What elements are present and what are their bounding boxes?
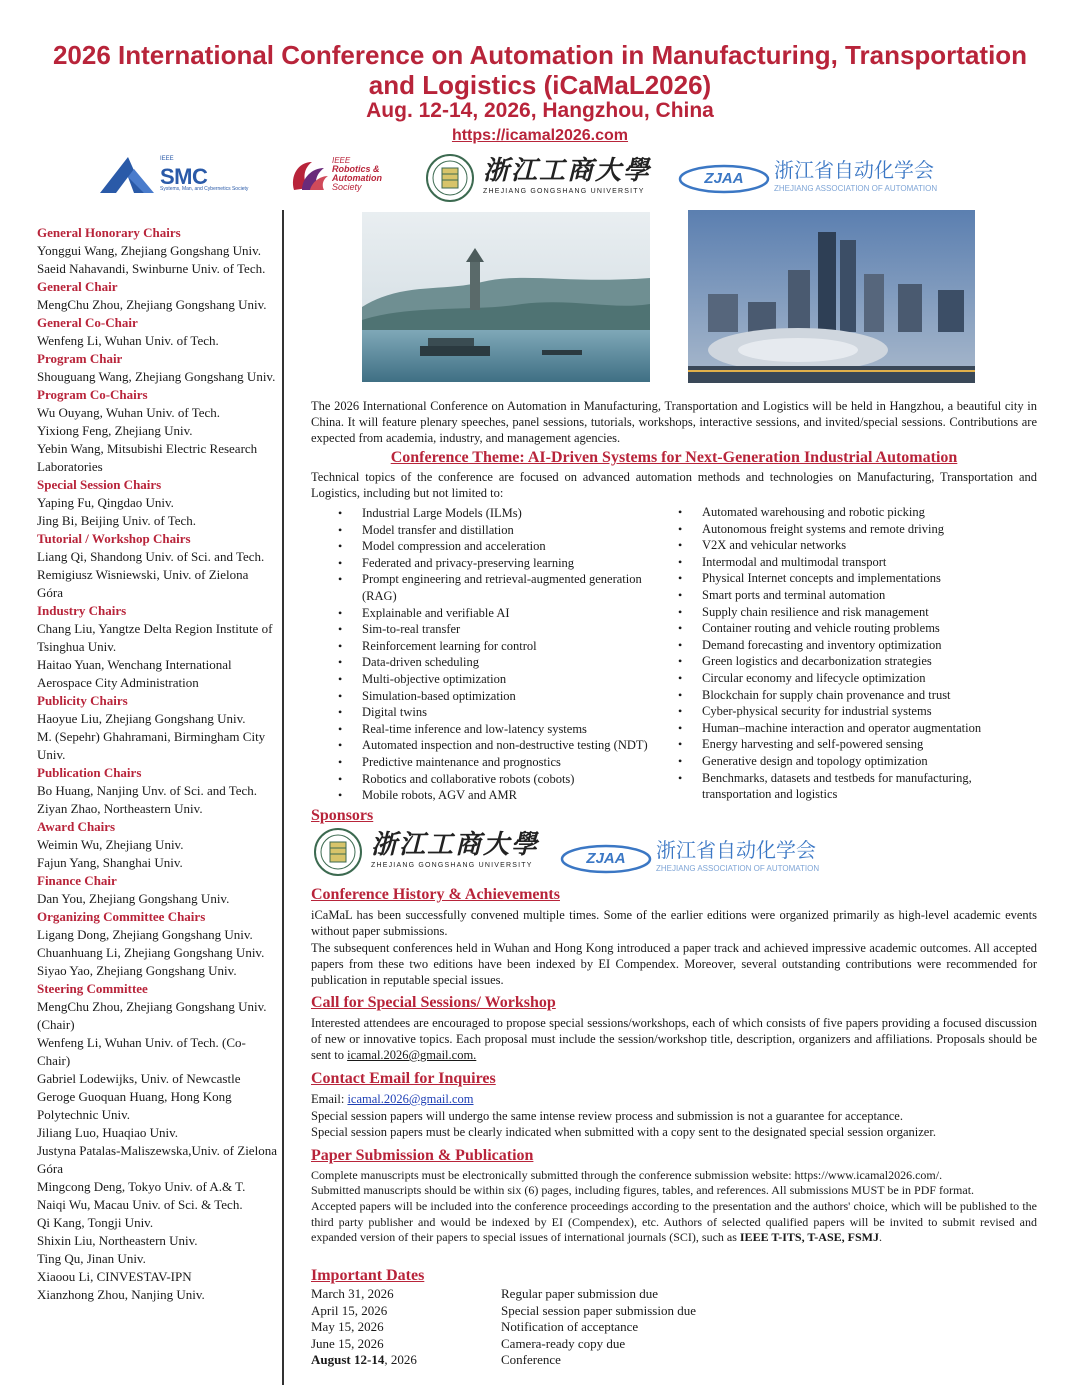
committee-role: Program Chair <box>37 351 123 366</box>
topics-list-right <box>664 504 1037 803</box>
ras-text: IEEE Robotics & Automation Society <box>332 156 382 192</box>
committee-member: Fajun Yang, Shanghai Univ. <box>37 855 183 870</box>
conference-url[interactable] <box>20 126 1060 146</box>
committee-member: Wenfeng Li, Wuhan Univ. of Tech. <box>37 333 219 348</box>
topic-item: • Benchmarks, datasets and testbeds for manufacturing, transportation and logistics <box>664 770 1037 803</box>
committee-member: Mingcong Deng, Tokyo Univ. of A.& T. <box>37 1179 246 1194</box>
organizing-committee <box>37 224 277 1304</box>
topic-item: • Cyber-physical security for industrial systems <box>664 703 1037 720</box>
topic-item: • Data-driven scheduling <box>324 654 664 671</box>
paper-paragraph-3: Accepted papers will be included into the conference proceedings according to the presentation and the authors' choice, which will be published to the third party publisher and would be indexed by EI (Compendex), etc. Authors of selected qualified papers will be invited to submit revised and expanded version of their papers to special issues of international journals (SCI), such as IEEE T-ITS, T-ASE, FSMJ. <box>311 1199 1037 1244</box>
committee-role: General Co-Chair <box>37 315 138 330</box>
topic-item: • Green logistics and decarbonization strategies <box>664 653 1037 670</box>
zjgsu-logo <box>425 154 650 200</box>
paper-submission-heading: Paper Submission & Publication <box>311 1147 534 1164</box>
topic-item: • Explainable and verifiable AI <box>324 605 664 622</box>
committee-member: Wenfeng Li, Wuhan Univ. of Tech. (Co-Chair) <box>37 1035 246 1068</box>
date-row <box>311 1319 911 1336</box>
date-value-rest: , 2026 <box>384 1352 417 1367</box>
call-for-sessions-heading: Call for Special Sessions/ Workshop <box>311 994 556 1011</box>
history-paragraph-2: The subsequent conferences held in Wuhan and Hong Kong introduced a paper track and achieved impressive academic outcomes. All accepted papers from these two editions have been indexed by EI Compendex. Moreover, several outstanding contributions were recommended for publication in reputable special issues. <box>311 941 1037 987</box>
topic-item: • Intermodal and multimodal transport <box>664 554 1037 571</box>
paper-paragraph-2: Submitted manuscripts should be within six (6) pages, including figures, tables, and references. All submissions MUST be in PDF format. <box>311 1183 975 1197</box>
topic-item: • Federated and privacy-preserving learning <box>324 555 664 572</box>
topic-item: • Automated warehousing and robotic picking <box>664 504 1037 521</box>
committee-member: Gabriel Lodewijks, Univ. of Newcastle <box>37 1071 241 1086</box>
committee-role: Publication Chairs <box>37 765 142 780</box>
committee-member: Haoyue Liu, Zhejiang Gongshang Univ. <box>37 711 246 726</box>
committee-member: Saeid Nahavandi, Swinburne Univ. of Tech. <box>37 261 266 276</box>
topic-item: • Supply chain resilience and risk management <box>664 604 1037 621</box>
committee-member: Jing Bi, Beijing Univ. of Tech. <box>37 513 197 528</box>
zjaa-logo <box>678 158 948 198</box>
committee-member: M. (Sepehr) Ghahramani, Birmingham City Univ. <box>37 729 266 762</box>
committee-role: Organizing Committee Chairs <box>37 909 206 924</box>
committee-member: Shouguang Wang, Zhejiang Gongshang Univ. <box>37 369 276 384</box>
committee-member: Siyao Yao, Zhejiang Gongshang Univ. <box>37 963 237 978</box>
date-event: Camera-ready copy due <box>501 1335 626 1351</box>
conference-title-line1: 2026 International Conference on Automation in Manufacturing, Transportation <box>52 40 1028 70</box>
important-dates-table <box>311 1286 911 1369</box>
committee-role: General Honorary Chairs <box>37 225 181 240</box>
committee-role: Special Session Chairs <box>37 477 162 492</box>
topic-item: • Smart ports and terminal automation <box>664 587 1037 604</box>
committee-member: Yixiong Feng, Zhejiang Univ. <box>37 423 193 438</box>
topic-item: • Reinforcement learning for control <box>324 638 664 655</box>
smc-triangle-icon <box>98 155 156 195</box>
hangzhou-skyline-illustration <box>688 210 975 383</box>
university-seal-icon <box>313 828 363 876</box>
conference-date-place: Aug. 12-14, 2026, Hangzhou, China <box>366 99 714 122</box>
date-value: March 31, 2026 <box>311 1286 394 1301</box>
committee-member: Xiaoou Li, CINVESTAV-IPN <box>37 1269 192 1284</box>
topic-item: • Prompt engineering and retrieval-augmented generation (RAG) <box>324 571 664 604</box>
committee-member: Liang Qi, Shandong Univ. of Sci. and Tech. <box>37 549 265 564</box>
zjgsu-chinese-name: 浙江工商大學 <box>483 156 652 186</box>
topic-item: • Model compression and acceleration <box>324 538 664 555</box>
hangzhou-skyline-photo <box>688 210 975 383</box>
west-lake-illustration <box>362 212 650 382</box>
topic-item: • Generative design and topology optimization <box>664 753 1037 770</box>
zjaa-chinese-name: 浙江省自动化学会 <box>656 838 816 862</box>
topic-item: • V2X and vehicular networks <box>664 537 1037 554</box>
date-event: Special session paper submission due <box>501 1302 696 1318</box>
date-row <box>311 1303 911 1320</box>
west-lake-photo <box>362 212 650 382</box>
committee-member: Remigiusz Wisniewski, Univ. of Zielona Góra <box>37 567 249 600</box>
topic-item: • Autonomous freight systems and remote driving <box>664 521 1037 538</box>
svg-text:ZJAA: ZJAA <box>586 850 626 867</box>
committee-member: Ting Qu, Jinan Univ. <box>37 1251 146 1266</box>
committee-member: MengChu Zhou, Zhejiang Gongshang Univ. (Chair) <box>37 999 267 1032</box>
committee-member: Chuanhuang Li, Zhejiang Gongshang Univ. <box>37 945 265 960</box>
ras-swirl-icon <box>288 156 330 194</box>
contact-paragraph-1: Special session papers will undergo the same intense review process and submission is not a guarantee for acceptance. <box>311 1109 903 1123</box>
zjaa-badge-icon <box>678 164 770 194</box>
zjaa-english-name: ZHEJIANG ASSOCIATION OF AUTOMATION <box>656 864 820 873</box>
date-value: April 15, 2026 <box>311 1302 388 1318</box>
date-row <box>311 1352 911 1369</box>
proposal-email-link[interactable]: icamal.2026@gmail.com. <box>347 1048 477 1062</box>
date-event: Regular paper submission due <box>501 1286 659 1301</box>
committee-member: Ziyan Zhao, Northeastern Univ. <box>37 801 203 816</box>
conference-title-line2: and Logistics (iCaMaL2026) <box>368 70 712 100</box>
topics-list-left <box>324 505 664 804</box>
zjaa-chinese-name: 浙江省自动化学会 <box>774 158 934 182</box>
committee-role: Program Co-Chairs <box>37 387 148 402</box>
committee-member: Geroge Guoquan Huang, Hong Kong Polytechnic Univ. <box>37 1089 232 1122</box>
committee-member: Dan You, Zhejiang Gongshang Univ. <box>37 891 230 906</box>
ieee-smc-logo <box>98 155 263 195</box>
committee-role: Tutorial / Workshop Chairs <box>37 531 191 546</box>
topic-item: • Container routing and vehicle routing problems <box>664 620 1037 637</box>
topic-item: • Simulation-based optimization <box>324 688 664 705</box>
sponsors-heading: Sponsors <box>311 807 374 824</box>
committee-member: Wu Ouyang, Wuhan Univ. of Tech. <box>37 405 221 420</box>
smc-subtitle: Systems, Man, and Cybernetics Society <box>160 186 249 192</box>
zjgsu-english-name: ZHEJIANG GONGSHANG UNIVERSITY <box>483 188 645 195</box>
committee-member: Yaping Fu, Qingdao Univ. <box>37 495 174 510</box>
topic-item: • Automated inspection and non-destructive testing (NDT) <box>324 737 664 754</box>
committee-member: Ligang Dong, Zhejiang Gongshang Univ. <box>37 927 253 942</box>
date-value: May 15, 2026 <box>311 1319 384 1334</box>
topic-item: • Industrial Large Models (ILMs) <box>324 505 664 522</box>
committee-role: Publicity Chairs <box>37 693 128 708</box>
committee-member: Yebin Wang, Mitsubishi Electric Research Laboratories <box>37 441 258 474</box>
committee-member: Jiliang Luo, Huaqiao Univ. <box>37 1125 179 1140</box>
zjaa-badge-icon <box>560 844 652 874</box>
contact-email-link[interactable]: icamal.2026@gmail.com <box>347 1092 474 1106</box>
committee-member: Chang Liu, Yangtze Delta Region Institute of Tsinghua Univ. <box>37 621 273 654</box>
committee-member: Bo Huang, Nanjing Unv. of Sci. and Tech. <box>37 783 258 798</box>
topic-item: • Energy harvesting and self-powered sensing <box>664 736 1037 753</box>
smc-name: SMC <box>160 164 208 189</box>
topic-item: • Demand forecasting and inventory optimization <box>664 637 1037 654</box>
committee-role: Industry Chairs <box>37 603 127 618</box>
zjaa-english-name: ZHEJIANG ASSOCIATION OF AUTOMATION <box>774 184 938 193</box>
committee-role: Award Chairs <box>37 819 116 834</box>
intro-paragraph: The 2026 International Conference on Automation in Manufacturing, Transportation and Logistics will be held in Hangzhou, a beautiful city in China. It will feature plenary speeches, panel sessions, tutorials, workshops, interactive sessions, and invited/special sessions. Contributions are expected from academia, industry, and management agencies. <box>311 399 1037 445</box>
topic-item: • Circular economy and lifecycle optimization <box>664 670 1037 687</box>
topic-item: • Blockchain for supply chain provenance and trust <box>664 687 1037 704</box>
date-value: June 15, 2026 <box>311 1335 384 1351</box>
committee-member: Haitao Yuan, Wenchang International Aerospace City Administration <box>37 657 232 690</box>
topic-item: • Digital twins <box>324 704 664 721</box>
topics-intro: Technical topics of the conference are focused on advanced automation methods and technologies on Manufacturing, Transportation and Logistics, including but not limited to: <box>311 470 1037 500</box>
smc-ieee-text: IEEE <box>160 156 174 162</box>
svg-text:ZJAA: ZJAA <box>704 170 744 187</box>
zjgsu-chinese-name: 浙江工商大學 <box>371 830 540 860</box>
date-row <box>311 1336 911 1353</box>
committee-member: Justyna Patalas-Maliszewska,Univ. of Zielona Góra <box>37 1143 277 1176</box>
column-divider <box>282 210 284 1385</box>
committee-role: General Chair <box>37 279 118 294</box>
contact-heading: Contact Email for Inquires <box>311 1070 496 1087</box>
topic-item: • Predictive maintenance and prognostics <box>324 754 664 771</box>
important-dates-heading: Important Dates <box>311 1267 425 1284</box>
date-value <box>311 1352 501 1369</box>
history-heading: Conference History & Achievements <box>311 886 560 903</box>
university-seal-icon <box>425 154 475 202</box>
committee-member: Naiqi Wu, Macau Univ. of Sci. & Tech. <box>37 1197 243 1212</box>
ieee-ras-logo <box>288 156 398 194</box>
date-event: Notification of acceptance <box>501 1319 639 1334</box>
date-value-bold: August 12-14 <box>311 1352 385 1367</box>
committee-member: Yonggui Wang, Zhejiang Gongshang Univ. <box>37 243 262 258</box>
committee-member: Qi Kang, Tongji Univ. <box>37 1215 154 1230</box>
topic-item: • Multi-objective optimization <box>324 671 664 688</box>
conference-theme: Conference Theme: AI-Driven Systems for Next-Generation Industrial Automation <box>390 449 958 466</box>
date-row <box>311 1286 911 1303</box>
topic-item: • Sim-to-real transfer <box>324 621 664 638</box>
date-event: Conference <box>501 1352 561 1367</box>
topic-item: • Physical Internet concepts and implementations <box>664 570 1037 587</box>
conference-url-link[interactable]: https://icamal2026.com <box>451 127 629 144</box>
topic-item: • Model transfer and distillation <box>324 522 664 539</box>
sponsor-zjgsu-logo <box>313 828 538 874</box>
history-paragraph-1: iCaMaL has been successfully convened multiple times. Some of the earlier editions were organized primarily as high-level academic events without paper submissions. <box>311 908 1037 938</box>
paper-paragraph-1: Complete manuscripts must be electronically submitted through the conference submission website: https://www.icamal2026.com/. <box>311 1168 943 1182</box>
committee-role: Finance Chair <box>37 873 117 888</box>
committee-member: Xianzhong Zhou, Nanjing Univ. <box>37 1287 205 1302</box>
contact-email-line: Email: icamal.2026@gmail.com <box>311 1092 474 1106</box>
topic-item: • Robotics and collaborative robots (cobots) <box>324 771 664 788</box>
contact-paragraph-2: Special session papers must be clearly indicated when submitted with a copy sent to the designated special session organizer. <box>311 1125 936 1139</box>
committee-role: Steering Committee <box>37 981 148 996</box>
topic-item: • Mobile robots, AGV and AMR <box>324 787 664 804</box>
call-for-sessions-text: Interested attendees are encouraged to propose special sessions/workshops, each of which consists of five papers providing a focused discussion of new or innovative topics. Each proposal must include the session/workshop title, description, organizers and affiliations. Proposals should be sent to icamal.2026@gmail.com. <box>311 1016 1037 1062</box>
committee-member: Weimin Wu, Zhejiang Univ. <box>37 837 184 852</box>
topic-item: • Human–machine interaction and operator augmentation <box>664 720 1037 737</box>
sponsor-zjaa-logo <box>560 838 830 878</box>
committee-member: MengChu Zhou, Zhejiang Gongshang Univ. <box>37 297 267 312</box>
zjgsu-english-name: ZHEJIANG GONGSHANG UNIVERSITY <box>371 862 533 869</box>
committee-member: Shixin Liu, Northeastern Univ. <box>37 1233 198 1248</box>
topic-item: • Real-time inference and low-latency systems <box>324 721 664 738</box>
journal-names: IEEE T-ITS, T-ASE, FSMJ <box>739 1230 879 1244</box>
